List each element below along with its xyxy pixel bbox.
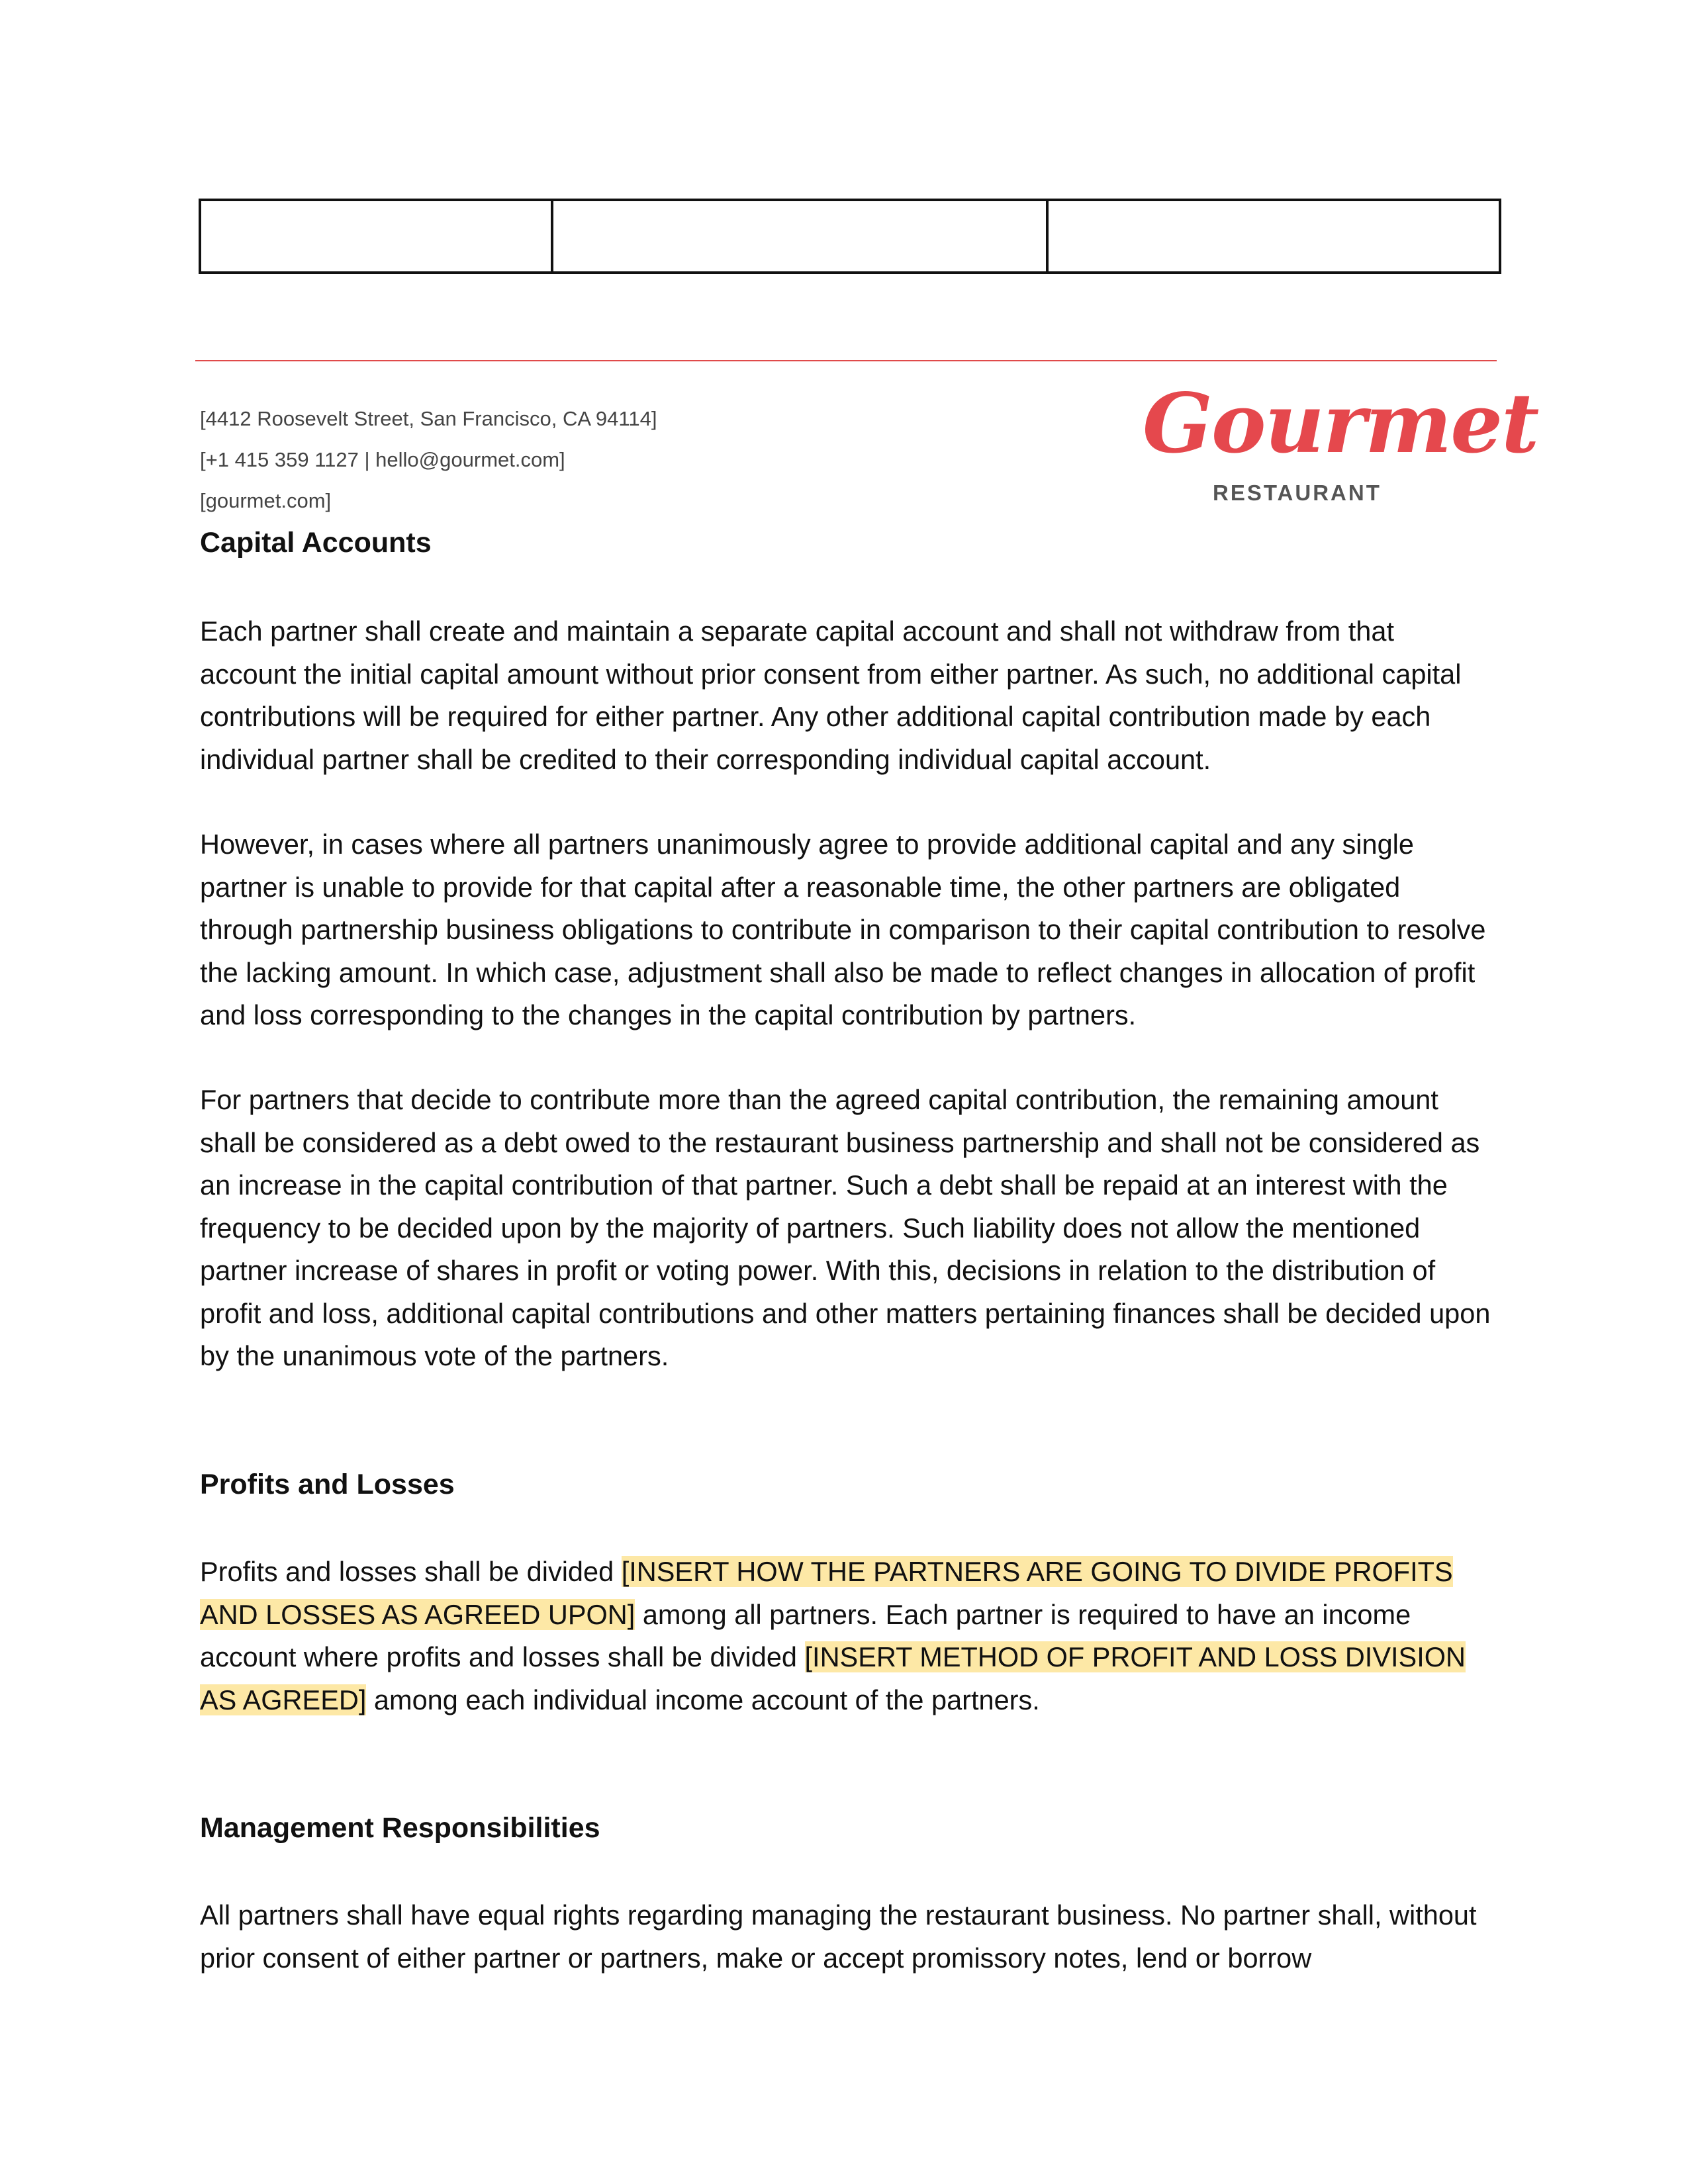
logo-wordmark: Gourmet <box>1143 376 1538 472</box>
placeholder-highlight[interactable]: [INSERT HOW THE PARTNERS ARE GOING TO DIVIDE PROFITS AND LOSSES AS AGREED UPON] <box>200 1556 1453 1630</box>
body-paragraph: All partners shall have equal rights regarding managing the restaurant business. No partner shall, without prior consent of either partner or partners, make or accept promissory notes, lend or borrow <box>200 1899 1477 1974</box>
contact-address: [4412 Roosevelt Street, San Francisco, CA 94114] <box>200 407 657 430</box>
body-text: Profits and losses shall be divided <box>200 1556 622 1587</box>
management-paragraph <box>200 1894 1497 1979</box>
section-heading: Management Responsibilities <box>200 1812 600 1844</box>
capital-paragraph-2 <box>200 823 1497 1037</box>
body-paragraph: For partners that decide to contribute more than the agreed capital contribution, the remaining amount shall be considered as a debt owed to the restaurant business partnership and shall not be considered as an increase in the capital contribution of that partner. Such a debt shall be repaid at an interest with the frequency to be decided upon by the majority of partners. Such liability does not allow the mentioned partner increase of shares in profit or voting power. With this, decisions in relation to the distribution of profit and loss, additional capital contributions and other matters pertaining finances shall be decided upon by the unanimous vote of the partners. <box>200 1084 1491 1371</box>
header-cell-1[interactable] <box>200 200 552 273</box>
section-heading: Capital Accounts <box>200 527 432 559</box>
section-management <box>200 1812 1497 1844</box>
body-paragraph: However, in cases where all partners unanimously agree to provide additional capital and any single partner is unable to provide for that capital after a reasonable time, the other partners are obligated through partnership business obligations to contribute in comparison to their capital contribution to resolve the lacking amount. In which case, adjustment shall also be made to reflect changes in allocation of profit and loss corresponding to the changes in the capital contribution by partners. <box>200 829 1486 1030</box>
section-heading: Profits and Losses <box>200 1469 455 1500</box>
profits-paragraph <box>200 1551 1497 1721</box>
capital-paragraph-1 <box>200 610 1497 781</box>
body-text: among all partners. Each partner is required to have an income account where profits and losses shall be divided <box>200 1598 1411 1672</box>
section-capital-accounts <box>200 527 1497 559</box>
header-table <box>199 199 1501 274</box>
contact-block <box>200 398 994 522</box>
header-cell-2[interactable] <box>552 200 1047 273</box>
contact-website: [gourmet.com] <box>200 489 332 512</box>
header-divider <box>195 360 1497 361</box>
logo-subtitle: RESTAURANT <box>1213 480 1382 505</box>
body-text: among each individual income account of the partners. <box>366 1684 1040 1715</box>
body-paragraph: Each partner shall create and maintain a separate capital account and shall not withdraw from that account the initial capital amount without prior consent from either partner. As such, no additional capital contributions will be required for either partner. Any other additional capital contribution made by each individual partner shall be credited to their corresponding individual capital account. <box>200 615 1462 775</box>
placeholder-highlight[interactable]: [INSERT METHOD OF PROFIT AND LOSS DIVISION AS AGREED] <box>200 1641 1466 1715</box>
body-paragraph <box>200 1551 1497 1721</box>
contact-phone-email: [+1 415 359 1127 | hello@gourmet.com] <box>200 448 565 471</box>
section-profits-losses <box>200 1469 1497 1501</box>
restaurant-logo <box>1125 376 1538 523</box>
header-cell-3[interactable] <box>1047 200 1500 273</box>
capital-paragraph-3 <box>200 1079 1497 1378</box>
